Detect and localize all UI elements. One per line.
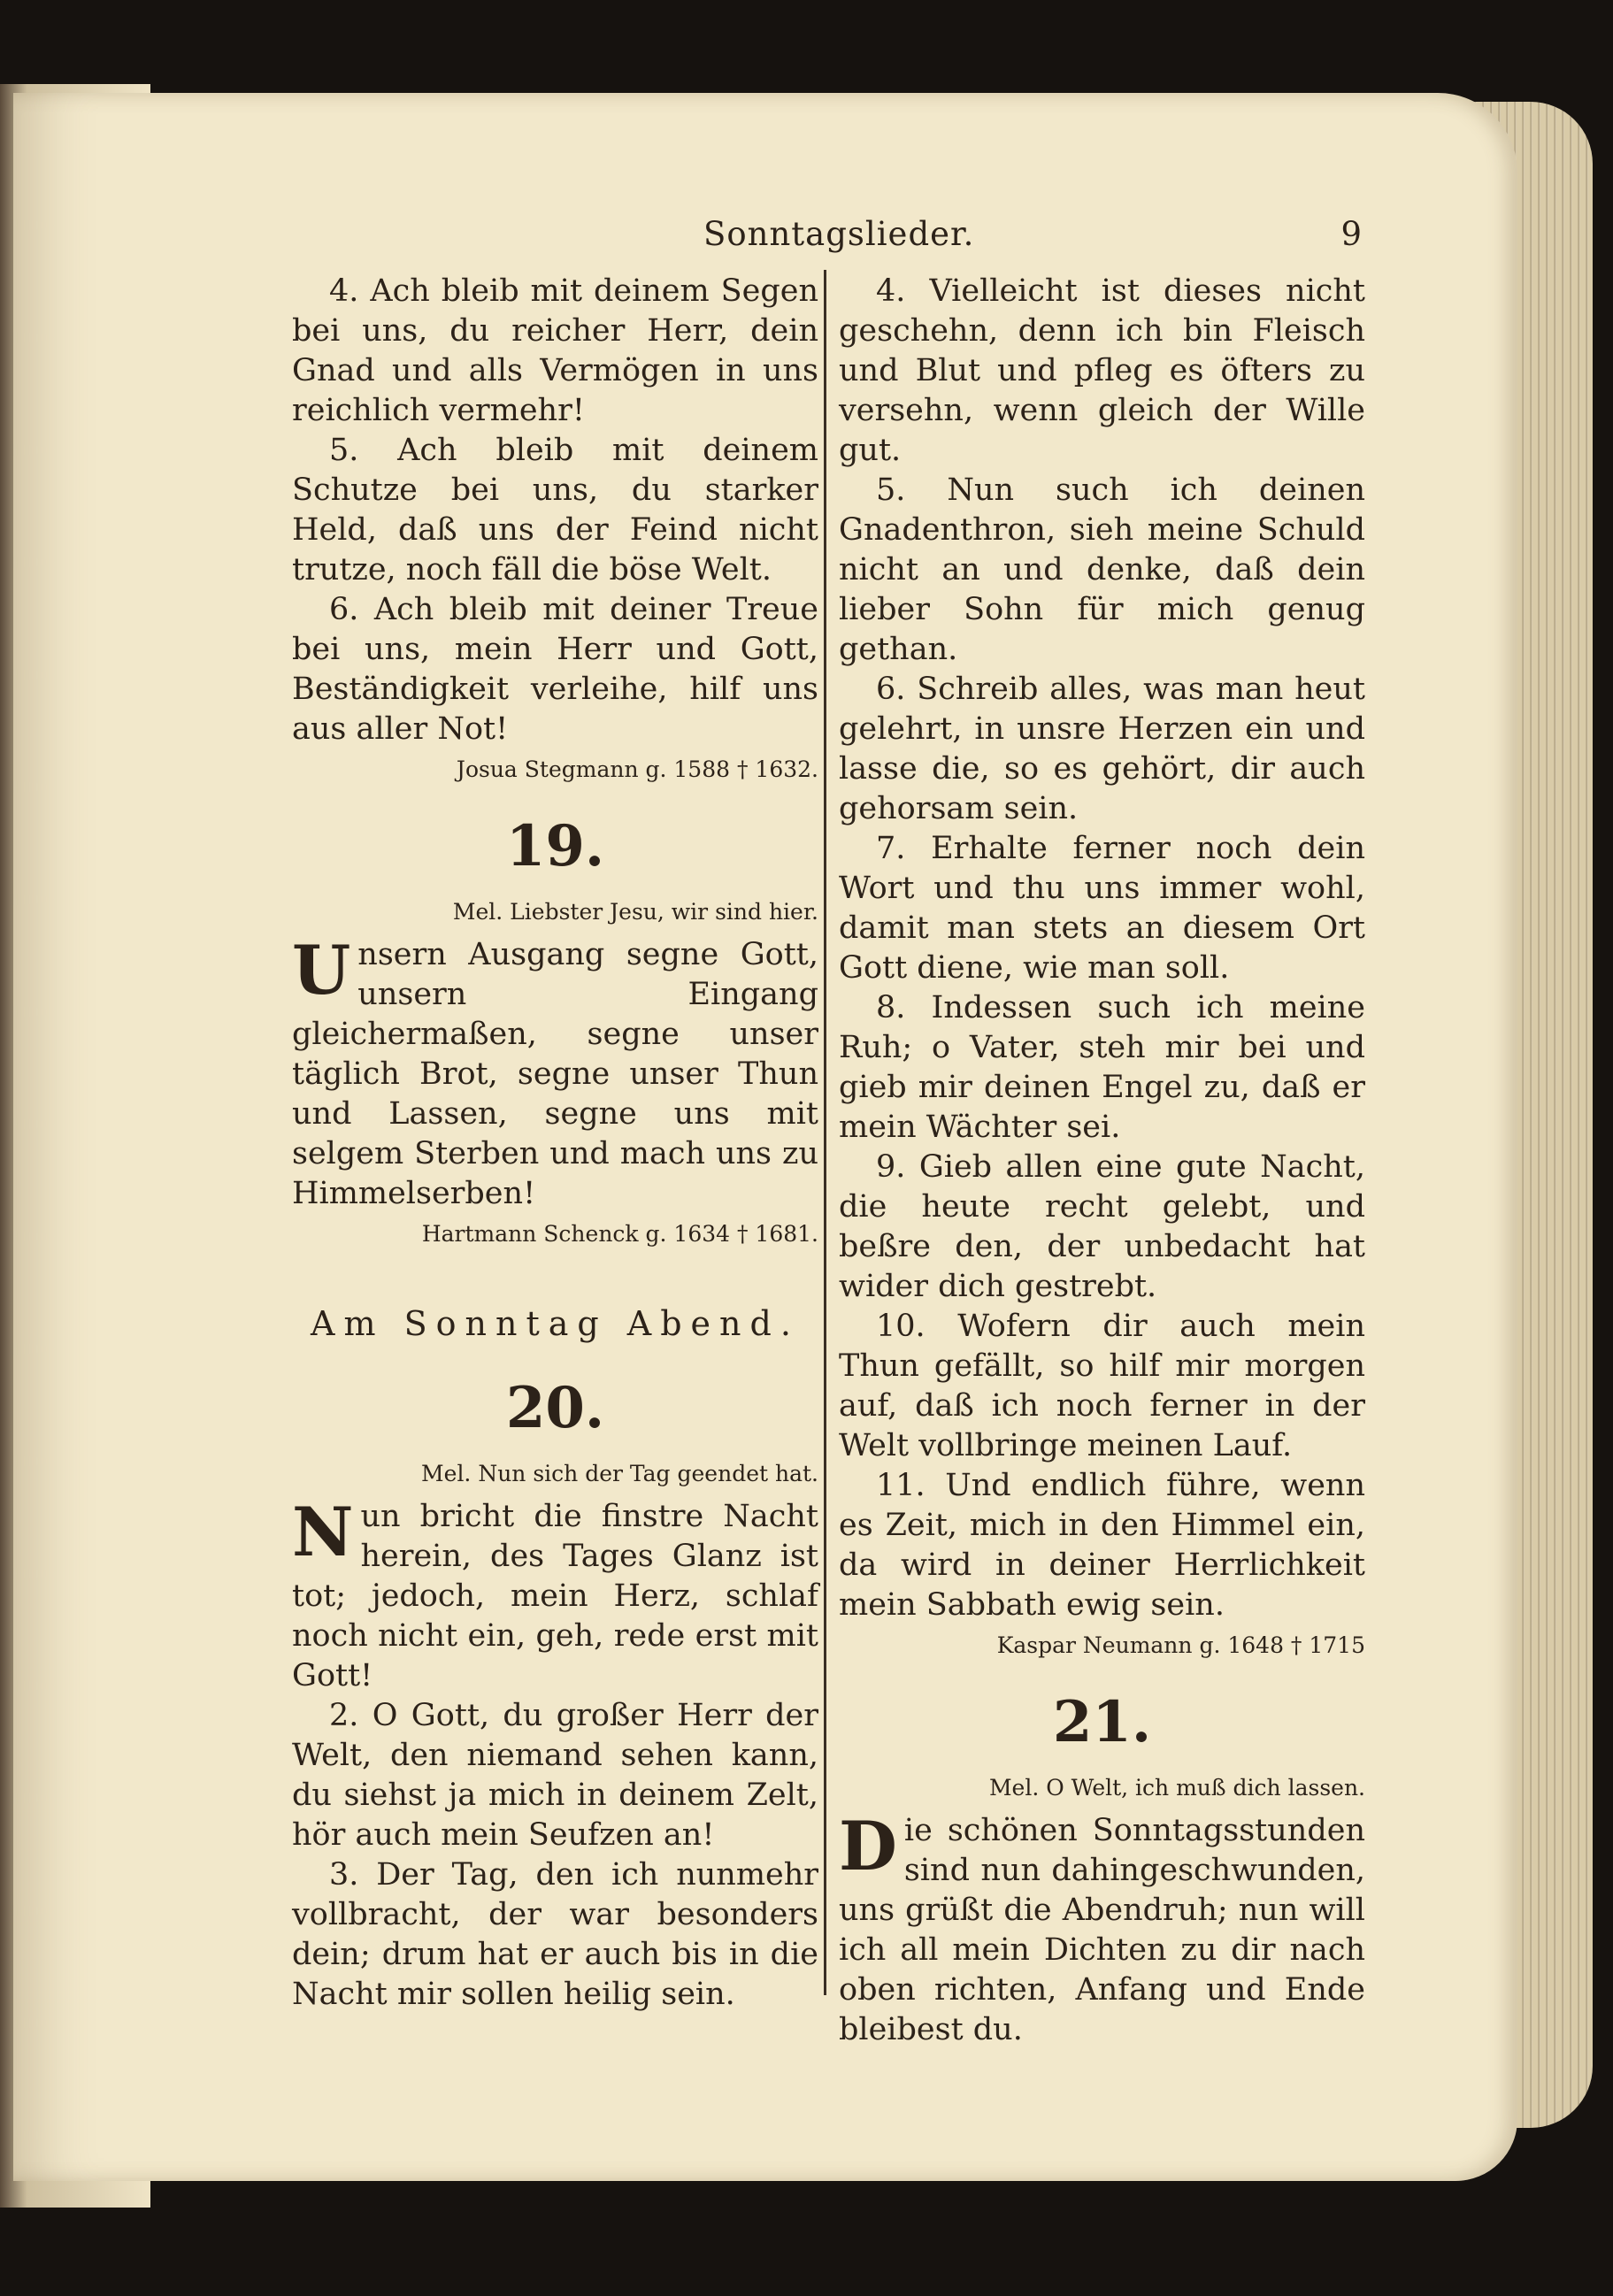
verse: 5. Ach bleib mit deinem Schutze bei uns, du starker Held, daß uns der Feind nicht trutze, noch fäll die böse Welt. — [292, 433, 818, 587]
melody-line: Mel. Nun sich der Tag geendet hat. — [421, 1461, 818, 1486]
header-title: Sonntagslieder. — [703, 215, 975, 253]
verse: 5. Nun such ich deinen Gnadenthron, sieh meine Schuld nicht an und denke, daß dein lieber Sohn für mich genug gethan. — [839, 472, 1365, 667]
hymn-first-verse — [839, 1807, 1365, 2050]
hymn-first-verse — [292, 1493, 818, 1696]
left-column — [292, 272, 818, 2015]
melody-line: Mel. Liebster Jesu, wir sind hier. — [452, 899, 818, 925]
verse: 11. Und endlich führe, wenn es Zeit, mich in den Himmel ein, da wird in deiner Herrlichkeit mein Sabbath ewig sein. — [839, 1468, 1365, 1623]
verse-text: nsern Ausgang segne Gott, unsern Eingang gleichermaßen, segne unser täglich Brot, segne unser Thun und Lassen, segne uns mit selgem Sterben und mach uns zu Himmelserben! — [292, 937, 818, 1211]
hymn-number: 19. — [505, 813, 605, 879]
verse: 7. Erhalte ferner noch dein Wort und thu uns immer wohl, damit man stets an diesem Ort Gott diene, wie man soll. — [839, 831, 1365, 986]
verse: 4. Vielleicht ist dieses nicht geschehn, denn ich bin Fleisch und Blut und pfleg es öfters zu versehn, wenn gleich der Wille gut. — [839, 273, 1365, 468]
hymn-first-verse — [292, 931, 818, 1214]
page-number: 9 — [1340, 215, 1363, 253]
verse: 9. Gieb allen eine gute Nacht, die heute recht gelebt, und beßre den, der unbedacht hat wider dich gestrebt. — [839, 1149, 1365, 1304]
verse: 6. Ach bleib mit deiner Treue bei uns, mein Herr und Gott, Beständigkeit verleihe, hilf uns aus aller Not! — [292, 592, 818, 747]
verse: 3. Der Tag, den ich nunmehr vollbracht, der war besonders dein; drum hat er auch bis in die Nacht mir sollen heilig sein. — [292, 1857, 818, 2012]
verse: 6. Schreib alles, was man heut gelehrt, in unsre Herzen ein und lasse die, so es gehört, dir auch gehorsam sein. — [839, 672, 1365, 826]
verse-text: un bricht die finstre Nacht herein, des Tages Glanz ist tot; jedoch, mein Herz, schlaf noch nicht ein, geh, rede erst mit Gott! — [292, 1499, 818, 1693]
drop-cap: U — [292, 931, 351, 1010]
melody-line: Mel. O Welt, ich muß dich lassen. — [988, 1775, 1365, 1801]
drop-cap: N — [292, 1493, 354, 1571]
verse: 2. O Gott, du großer Herr der Welt, den niemand sehen kann, du siehst ja mich in deinem Zelt, hör auch mein Seufzen an! — [292, 1698, 818, 1853]
author-attribution: Kaspar Neumann g. 1648 † 1715 — [996, 1632, 1365, 1658]
column-divider — [824, 270, 826, 1995]
hymn-number: 21. — [1052, 1689, 1152, 1755]
running-header — [292, 215, 1363, 259]
section-heading: Am Sonntag Abend. — [311, 1304, 800, 1343]
hymn-number: 20. — [505, 1375, 605, 1441]
verse-text: ie schönen Sonntagsstunden sind nun dahingeschwunden, uns grüßt die Abendruh; nun will ich all mein Dichten zu dir nach oben richten, Anfang und Ende bleibest du. — [839, 1813, 1365, 2047]
drop-cap: D — [839, 1807, 897, 1885]
verse: 8. Indessen such ich meine Ruh; o Vater, steh mir bei und gieb mir deinen Engel zu, daß er mein Wächter sei. — [839, 990, 1365, 1145]
author-attribution: Josua Stegmann g. 1588 † 1632. — [456, 756, 818, 782]
right-column — [839, 272, 1365, 2050]
author-attribution: Hartmann Schenck g. 1634 † 1681. — [421, 1221, 818, 1247]
verse: 4. Ach bleib mit deinem Segen bei uns, du reicher Herr, dein Gnad und alls Vermögen in uns reichlich vermehr! — [292, 273, 818, 428]
verse: 10. Wofern dir auch mein Thun gefällt, so hilf mir morgen auf, daß ich noch ferner in der Welt vollbringe meinen Lauf. — [839, 1309, 1365, 1463]
